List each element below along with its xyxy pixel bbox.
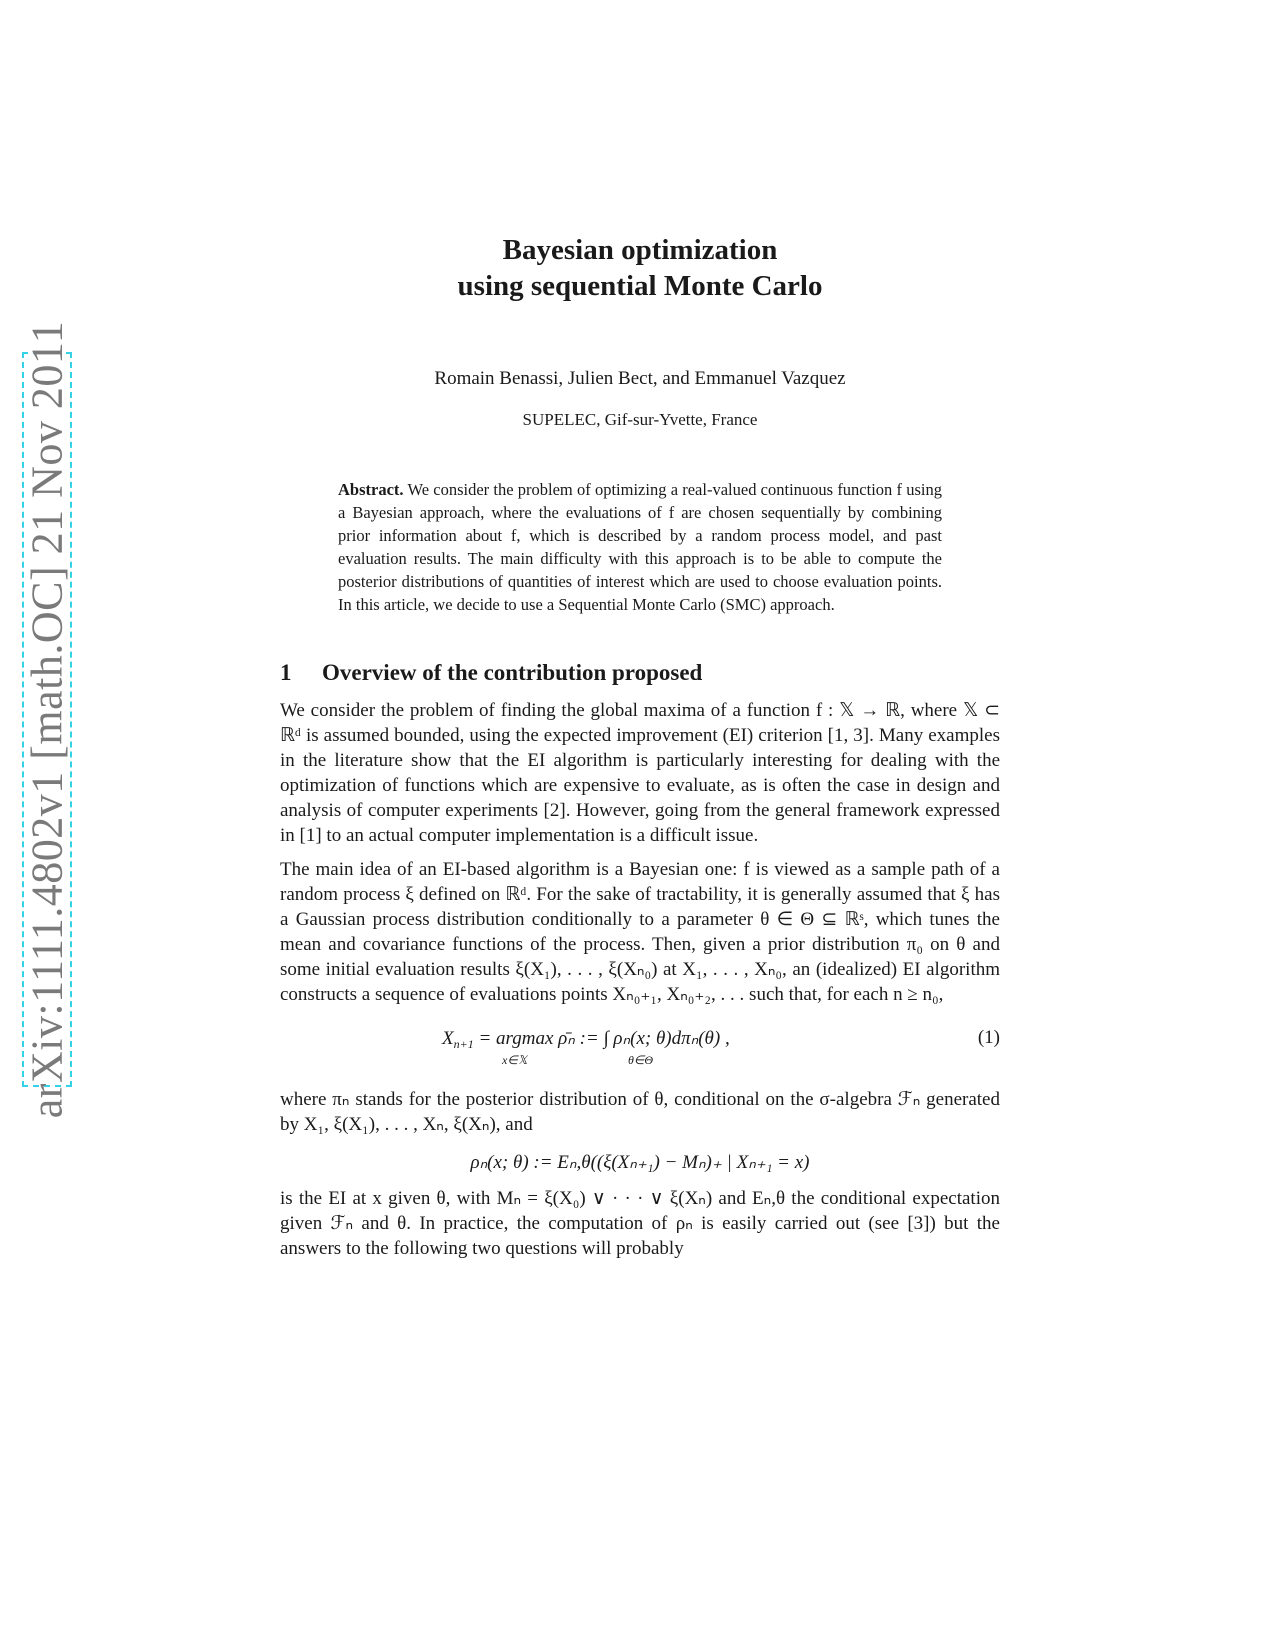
equation-2: ρₙ(x; θ) := Eₙ,θ((ξ(Xₙ₊₁) − Mₙ)₊ | Xₙ₊₁ = x) (470, 1152, 810, 1173)
paper-page (280, 232, 1000, 1261)
eq1-under-argmax: x∈𝕏 (502, 1053, 528, 1067)
paragraph-3: where πₙ stands for the posterior distribution of θ, conditional on the σ-algebra ℱₙ generated by X₁, ξ(X₁), . . . , Xₙ, ξ(Xₙ), and (280, 1089, 1000, 1135)
title-line-2: using sequential Monte Carlo (457, 270, 823, 302)
section-number: 1 (280, 660, 292, 685)
equation-1-formula (442, 1027, 730, 1052)
arxiv-stamp-text: arXiv:1111.4802v1 [math.OC] 21 Nov 2011 (22, 320, 72, 1119)
equation-number: (1) (977, 1027, 1000, 1048)
paragraph-1: We consider the problem of finding the global maxima of a function f : 𝕏 → ℝ, where 𝕏 ⊂ ℝᵈ is assumed bounded, using the expected improvement (EI) criterion [1, 3]. Many examples in the literature show that the EI algorithm is particularly interesting for dealing with the optimization of functions which are expensive to evaluate, as is often the case in design and analysis of computer experiments [2]. However, going from the general framework expressed in [1] to an actual computer implementation is a difficult issue. (280, 700, 1000, 846)
title-line-1: Bayesian optimization (502, 234, 778, 266)
authors: Romain Benassi, Julien Bect, and Emmanuel Vazquez (434, 368, 846, 389)
abstract-label: Abstract. (338, 480, 404, 499)
eq1-under-integral: θ∈Θ (628, 1053, 654, 1067)
abstract (338, 478, 942, 616)
paragraph-4: is the EI at x given θ, with Mₙ = ξ(X₀) ∨ · · · ∨ ξ(Xₙ) and Eₙ,θ the conditional expectation given ℱₙ and θ. In practice, the computation of ρₙ is easily carried out (see [3]) but the answers to the following two questions will probably (280, 1188, 1000, 1259)
section-title: Overview of the contribution proposed (322, 660, 703, 685)
equation-1 (280, 1019, 1000, 1075)
eq1-lhs-sub: n+1 (453, 1037, 474, 1051)
eq1-lhs: X (442, 1028, 454, 1049)
paragraph-2: The main idea of an EI-based algorithm is a Bayesian one: f is viewed as a sample path of a random process ξ defined on ℝᵈ. For the sake of tractability, it is generally assumed that ξ has a Gaussian process distribution conditionally to a parameter θ ∈ Θ ⊆ ℝˢ, which tunes the mean and covariance functions of the process. Then, given a prior distribution π₀ on θ and some initial evaluation results ξ(X₁), . . . , ξ(Xₙ₀) at X₁, . . . , Xₙ₀, an (idealized) EI algorithm constructs a sequence of evaluations points Xₙ₀₊₁, Xₙ₀₊₂, . . . such that, for each n ≥ n₀, (280, 859, 1000, 1005)
affiliation: SUPELEC, Gif-sur-Yvette, France (522, 410, 758, 429)
arxiv-stamp (22, 320, 72, 1119)
section-heading (280, 660, 1000, 686)
eq1-body: = argmax ρ̄ₙ := ∫ ρₙ(x; θ)dπₙ(θ) , (478, 1028, 730, 1049)
paper-title (280, 232, 1000, 304)
abstract-text: We consider the problem of optimizing a real-valued continuous function f using a Bayesian approach, where the evaluations of f are chosen sequentially by combining prior information about f, which is described by a random process model, and past evaluation results. The main difficulty with this approach is to be able to compute the posterior distributions of quantities of interest which are used to choose evaluation points. In this article, we decide to use a Sequential Monte Carlo (SMC) approach. (338, 480, 943, 614)
